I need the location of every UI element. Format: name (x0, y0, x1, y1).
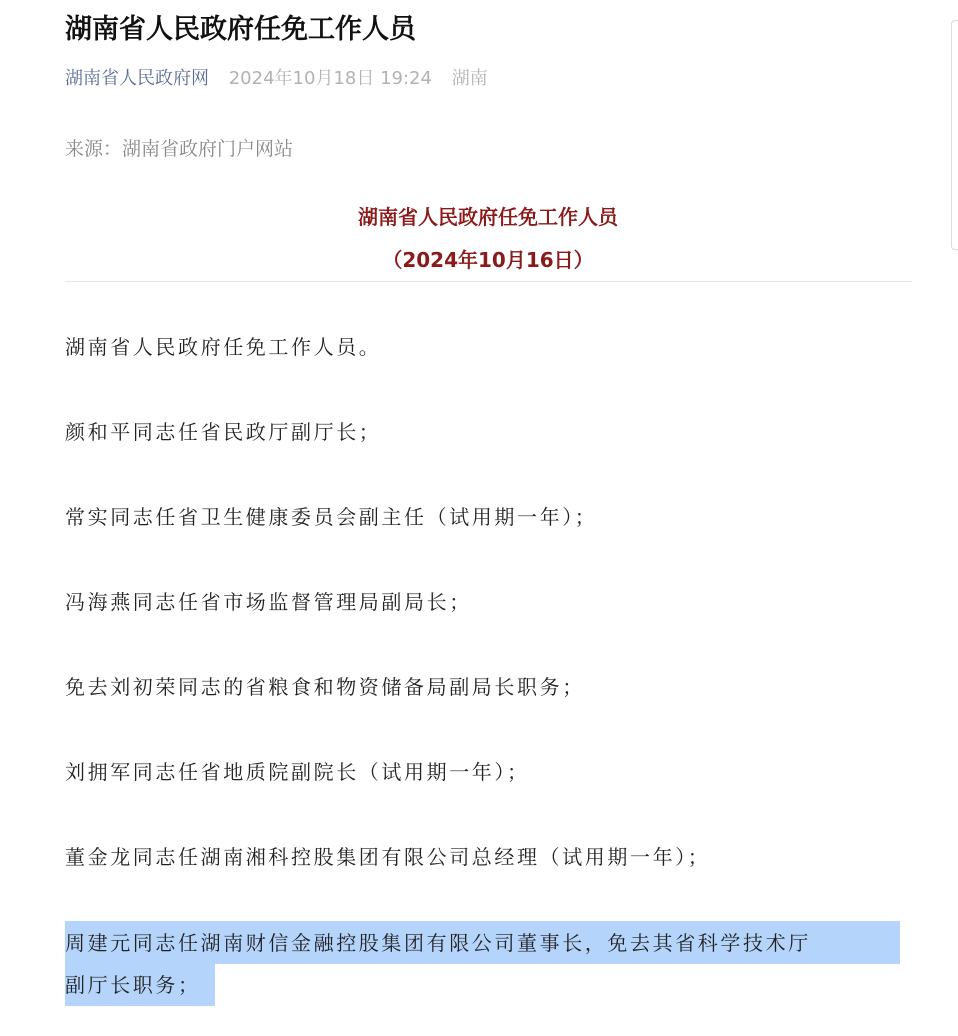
account-name-link[interactable]: 湖南省人民政府网 (65, 68, 209, 89)
paragraph-appointment: 刘拥军同志任省地质院副院长（试用期一年）； (65, 760, 530, 784)
article-meta (65, 66, 488, 92)
paragraph-removal: 免去刘初荣同志的省粮食和物资储备局副局长职务； (65, 675, 585, 699)
paragraph-appointment: 董金龙同志任湖南湘科控股集团有限公司总经理（试用期一年）； (65, 845, 711, 869)
divider (65, 281, 912, 282)
side-scroll-handle[interactable] (951, 20, 958, 250)
article-title: 湖南省人民政府任免工作人员 (65, 14, 416, 45)
source-line: 来源：湖南省政府门户网站 (65, 138, 294, 160)
publish-location: 湖南 (451, 68, 488, 89)
paragraph-appointment: 常实同志任省卫生健康委员会副主任（试用期一年）； (65, 505, 598, 529)
paragraph-selected-line: 副厅长职务； (65, 973, 201, 997)
paragraph-selected-line: 周建元同志任湖南财信金融控股集团有限公司董事长，免去其省科学技术厅 (65, 931, 811, 955)
paragraph-appointment: 冯海燕同志任省市场监督管理局副局长； (65, 590, 472, 614)
document-heading: 湖南省人民政府任免工作人员 (358, 205, 618, 229)
paragraph-intro: 湖南省人民政府任免工作人员。 (65, 335, 382, 359)
paragraph-appointment: 颜和平同志任省民政厅副厅长； (65, 420, 382, 444)
document-date: （2024年10月16日） (382, 248, 594, 272)
publish-datetime: 2024年10月18日 19:24 (228, 68, 432, 89)
